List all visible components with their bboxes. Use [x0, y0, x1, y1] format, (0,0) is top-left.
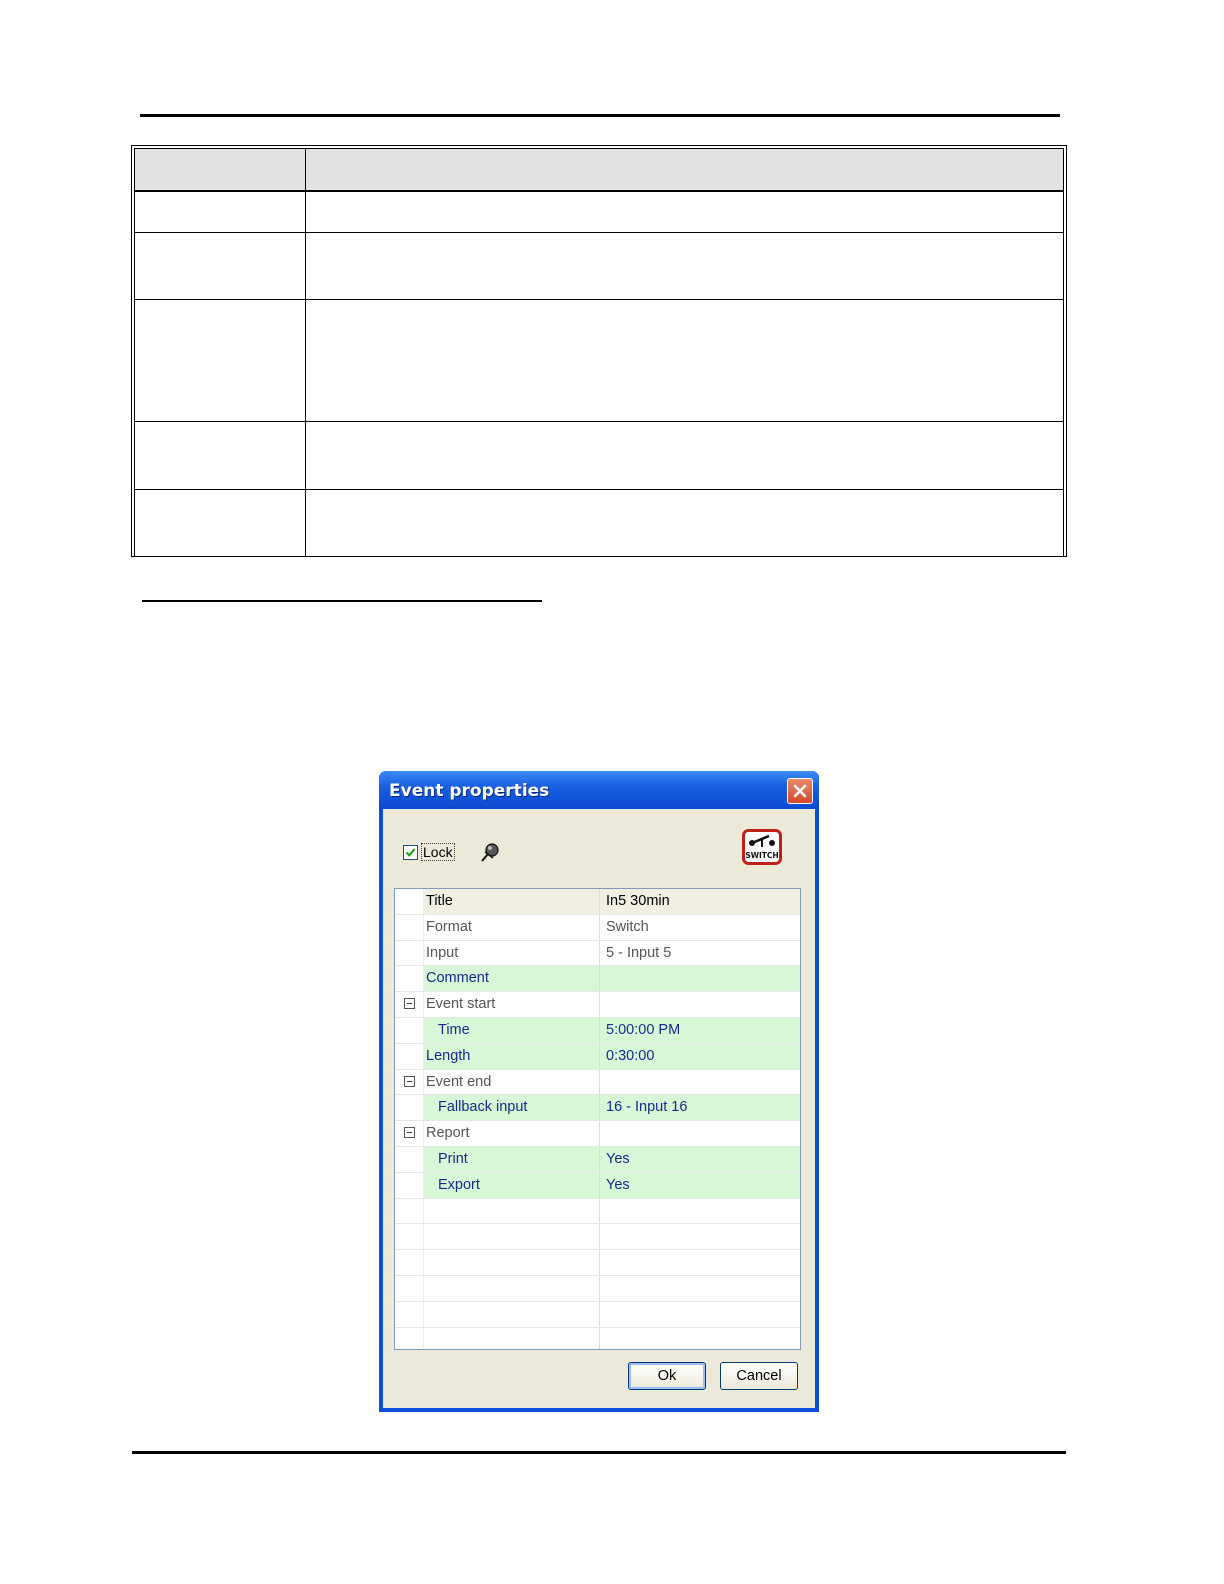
table-row — [135, 191, 1064, 233]
property-value[interactable]: Yes — [600, 1173, 800, 1198]
empty-row — [395, 1302, 800, 1328]
section-heading-underline — [142, 600, 542, 602]
property-row-time[interactable] — [395, 1018, 800, 1044]
property-row-input[interactable] — [395, 941, 800, 967]
document-table — [131, 145, 1067, 557]
dialog-title: Event properties — [389, 781, 550, 801]
switch-icon — [742, 829, 782, 865]
property-key: Export — [424, 1173, 600, 1198]
property-key: Report — [424, 1121, 600, 1146]
lock-checkbox[interactable] — [403, 843, 455, 861]
table-row — [135, 490, 1064, 557]
collapse-icon[interactable] — [404, 1127, 415, 1138]
empty-row — [395, 1328, 800, 1350]
property-key: Format — [424, 915, 600, 940]
table-row — [135, 233, 1064, 300]
property-group-event-start[interactable] — [395, 992, 800, 1018]
property-value[interactable]: 5:00:00 PM — [600, 1018, 800, 1043]
property-value[interactable]: In5 30min — [600, 889, 800, 914]
property-key: Event start — [424, 992, 600, 1017]
property-key: Fallback input — [424, 1095, 600, 1120]
property-row-title[interactable] — [395, 889, 800, 915]
property-key: Title — [424, 889, 600, 914]
cancel-button[interactable]: Cancel — [720, 1362, 798, 1390]
collapse-icon[interactable] — [404, 1076, 415, 1087]
event-properties-dialog — [379, 771, 819, 1412]
property-key: Time — [424, 1018, 600, 1043]
checkmark-icon — [405, 847, 416, 858]
property-key: Event end — [424, 1070, 600, 1095]
lock-label[interactable]: Lock — [423, 844, 453, 860]
empty-row — [395, 1224, 800, 1250]
property-value — [600, 992, 800, 1017]
pin-icon[interactable] — [479, 842, 501, 864]
empty-row — [395, 1276, 800, 1302]
table-header-row — [135, 149, 1064, 191]
property-value — [600, 1121, 800, 1146]
property-row-length[interactable] — [395, 1044, 800, 1070]
property-group-report[interactable] — [395, 1121, 800, 1147]
table-row — [135, 300, 1064, 422]
empty-row — [395, 1250, 800, 1276]
title-bar[interactable] — [379, 771, 819, 809]
close-button[interactable] — [787, 778, 813, 804]
property-group-event-end[interactable] — [395, 1070, 800, 1096]
collapse-icon[interactable] — [404, 998, 415, 1009]
property-value[interactable]: Switch — [606, 918, 649, 935]
property-value[interactable]: Yes — [600, 1147, 800, 1172]
property-key: Comment — [424, 966, 600, 991]
property-row-fallback-input[interactable] — [395, 1095, 800, 1121]
property-row-format[interactable] — [395, 915, 800, 941]
empty-row — [395, 1199, 800, 1225]
property-value[interactable]: 0:30:00 — [600, 1044, 800, 1069]
property-row-comment[interactable] — [395, 966, 800, 992]
table-row — [135, 422, 1064, 490]
dialog-body — [383, 809, 815, 1408]
property-value[interactable]: 5 - Input 5 — [606, 944, 672, 961]
property-value[interactable]: 16 - Input 16 — [600, 1095, 800, 1120]
property-key: Input — [424, 941, 600, 966]
header-rule — [140, 114, 1060, 117]
property-grid[interactable] — [394, 888, 801, 1350]
footer-rule — [132, 1451, 1066, 1454]
ok-button[interactable]: Ok — [628, 1362, 706, 1390]
close-icon — [792, 783, 808, 799]
property-value — [600, 1070, 800, 1095]
property-key: Print — [424, 1147, 600, 1172]
property-row-export[interactable] — [395, 1173, 800, 1199]
property-key: Length — [424, 1044, 600, 1069]
property-value[interactable] — [600, 966, 800, 991]
property-row-print[interactable] — [395, 1147, 800, 1173]
switch-icon-text: SWITCH — [745, 851, 779, 860]
lock-checkbox-box[interactable] — [403, 845, 418, 860]
